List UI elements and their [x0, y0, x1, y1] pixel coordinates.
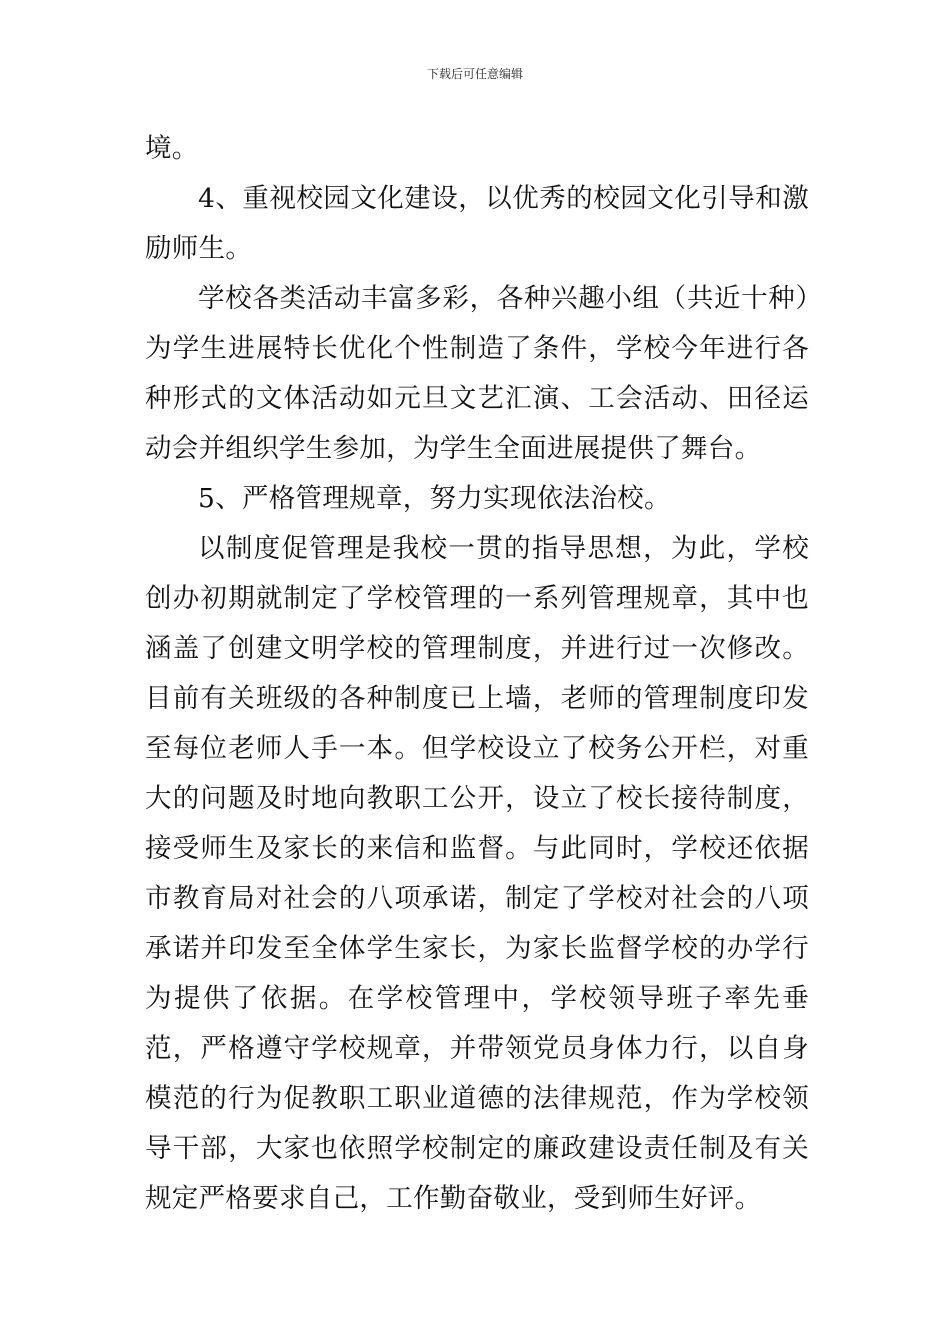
page-header: 下载后可任意编辑	[426, 67, 523, 81]
paragraph-continuation: 境。	[145, 133, 199, 164]
document-body	[145, 124, 809, 1224]
paragraph-activities: 学校各类活动丰富多彩，各种兴趣小组（共近十种）为学生进展特长优化个性制造了条件，学校今年进行各种形式的文体活动如元旦文艺汇演、工会活动、田径运动会并组织学生参加，为学生全面进展提供了舞台。	[145, 283, 809, 464]
paragraph-section-5-heading: 5、严格管理规章，努力实现依法治校。	[198, 483, 671, 514]
paragraph-management-rules: 以制度促管理是我校一贯的指导思想，为此，学校创办初期就制定了学校管理的一系列管理规章，其中也涵盖了创建文明学校的管理制度，并进行过一次修改。目前有关班级的各种制度已上墙，老师的管理制度印发至每位老师人手一本。但学校设立了校务公开栏，对重大的问题及时地向教职工公开，设立了校长接待制度，接受师生及家长的来信和监督。与此同时，学校还依据市教育局对社会的八项承诺，制定了学校对社会的八项承诺并印发至全体学生家长，为家长监督学校的办学行为提供了依据。在学校管理中，学校领导班子率先垂范，严格遵守学校规章，并带领党员身体力行，以自身模范的行为促教职工职业道德的法律规范，作为学校领导干部，大家也依照学校制定的廉政建设责任制及有关规定严格要求自己，工作勤奋敬业，受到师生好评。	[145, 533, 809, 1214]
paragraph-section-4-heading: 4、重视校园文化建设，以优秀的校园文化引导和激励师生。	[145, 183, 809, 264]
